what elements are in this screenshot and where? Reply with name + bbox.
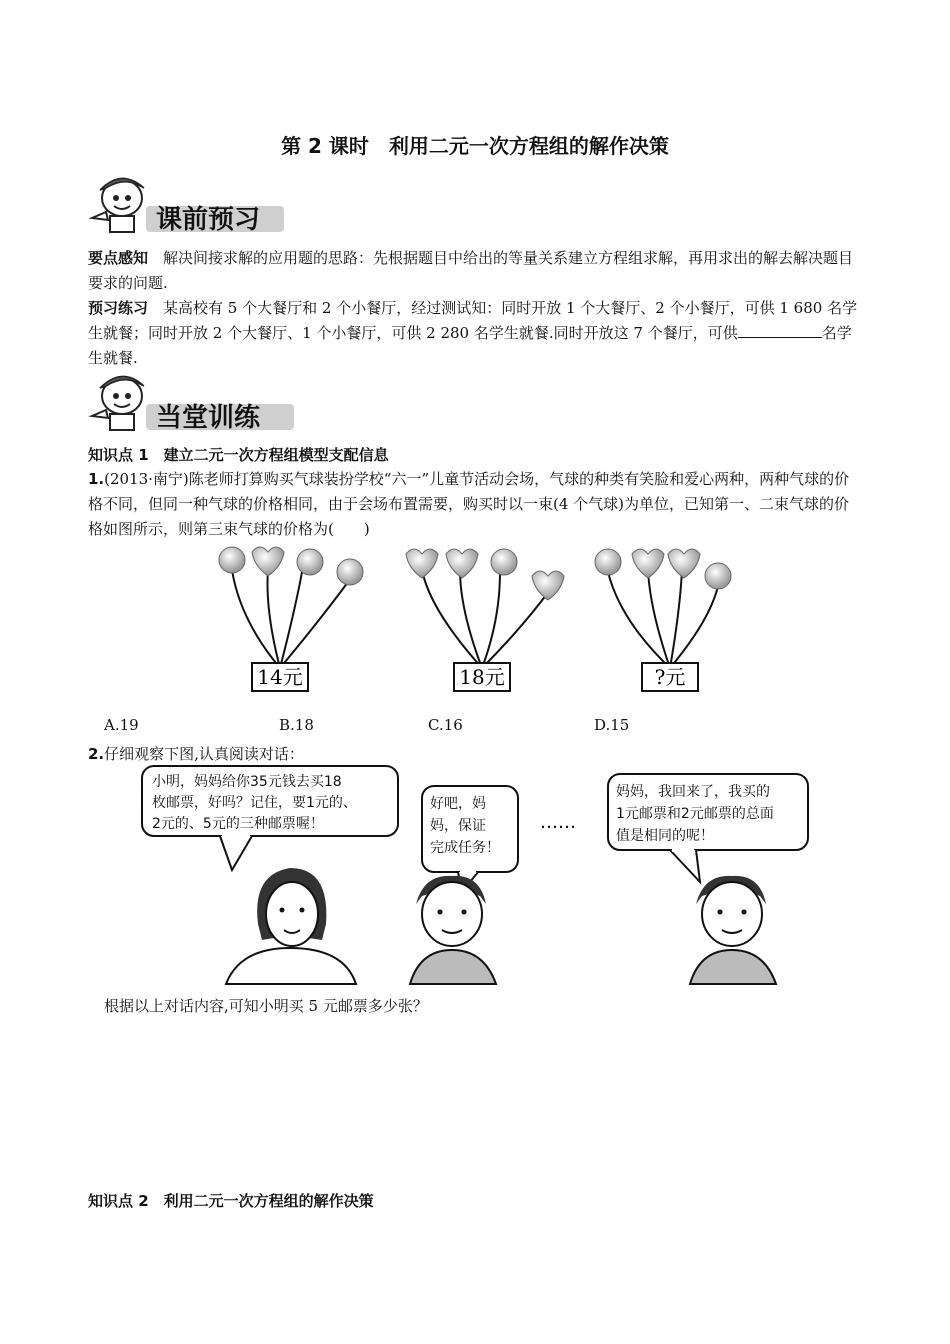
option-c[interactable]: C.16 (428, 716, 463, 734)
ellipsis: …… (540, 812, 576, 833)
bubble-1-line-2: 枚邮票，好吗？记住，要1元的、 (152, 795, 357, 811)
speech-bubble-mother (142, 766, 398, 870)
cartoon-boy-icon (92, 376, 144, 430)
bubble-3-line-3: 值是相同的呢！ (616, 828, 714, 844)
bubble-1-line-1: 小明，妈妈给你35元钱去买18 (152, 774, 342, 790)
key-points-label: 要点感知 (88, 249, 149, 267)
speech-bubble-boy-return (608, 774, 808, 882)
bubble-2-line-2: 妈，保证 (430, 818, 486, 834)
price-label-2: 18元 (459, 665, 505, 689)
option-a[interactable]: A.19 (104, 716, 139, 734)
kp1-heading: 知识点 1 建立二元一次方程组模型支配信息 (88, 446, 389, 464)
q2-number: 2. (88, 745, 105, 763)
price-label-3: ?元 (654, 665, 686, 689)
dialogue-figure (140, 764, 812, 990)
practice-text: 某高校有 5 个大餐厅和 2 个小餐厅，经过测试知：同时开放 1 个大餐厅、2 个小餐厅，可供 1 680 名学生就餐；同时开放 2 个大餐厅、1 个小餐厅，可供 2 280 名学生就餐.同时开放这 7 个餐厅，可供 (88, 299, 858, 342)
bubble-3-line-2: 1元邮票和2元邮票的总面 (616, 806, 774, 822)
classroom-banner (86, 366, 296, 438)
practice-text-end: 名学生就餐. (88, 324, 852, 367)
key-points-text: 解决间接求解的应用题的思路：先根据题目中给出的等量关系建立方程组求解，再用求出的解去解决题目要求的问题. (88, 249, 854, 292)
page-title: 第 2 课时 利用二元一次方程组的解作决策 (281, 134, 669, 158)
banner-title: 当堂训练 (156, 403, 261, 433)
bubble-3-line-1: 妈妈，我回来了，我买的 (616, 784, 770, 800)
price-label-1: 14元 (257, 665, 303, 689)
bubble-2-line-1: 好吧，妈 (430, 796, 486, 812)
option-d[interactable]: D.15 (594, 716, 630, 734)
cartoon-boy-icon (92, 178, 144, 232)
kp2-heading: 知识点 2 利用二元一次方程组的解作决策 (88, 1192, 374, 1210)
preview-banner (86, 168, 286, 240)
preview-practice (88, 296, 864, 371)
mother-figure-icon (226, 868, 356, 984)
practice-label: 预习练习 (88, 299, 149, 317)
balloon-bunch-3 (595, 549, 731, 691)
q2-text: 仔细观察下图,认真阅读对话： (104, 745, 304, 763)
bubble-1-line-3: 2元的、5元的三种邮票喔！ (152, 816, 324, 832)
key-points (88, 246, 864, 296)
q1-number: 1. (88, 470, 105, 488)
boy-figure-icon (410, 876, 496, 984)
balloon-figure (210, 540, 740, 704)
answer-blank[interactable] (738, 321, 822, 338)
bubble-2-line-3: 完成任务！ (430, 840, 500, 856)
question-1 (88, 467, 864, 542)
boy-figure-icon (690, 876, 776, 984)
q2-question: 根据以上对话内容,可知小明买 5 元邮票多少张？ (104, 997, 428, 1015)
speech-bubble-boy (422, 786, 518, 892)
option-b[interactable]: B.18 (279, 716, 314, 734)
q1-text: (2013·南宁)陈老师打算购买气球装扮学校“六一”儿童节活动会场，气球的种类有笑脸和爱心两种，两种气球的价格不同，但同一种气球的价格相同，由于会场布置需要，购买时以一束(4 个气球)为单位，已知第一、二束气球的价格如图所示，则第三束气球的价格为( ) (88, 470, 850, 538)
banner-title: 课前预习 (156, 205, 261, 235)
balloon-bunch-1 (219, 547, 363, 691)
balloon-bunch-2 (406, 549, 564, 691)
